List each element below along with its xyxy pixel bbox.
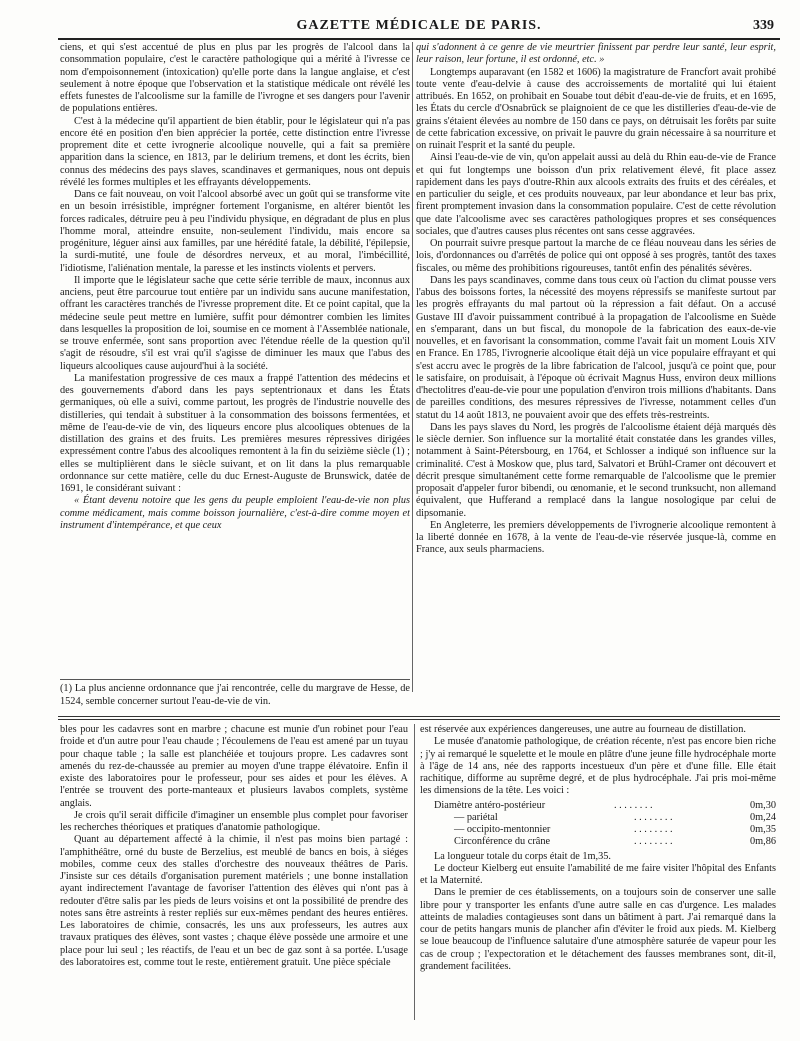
leader-dots: . . . . . . . . (614, 799, 653, 811)
paragraph: La manifestation progressive de ces maux a frappé l'attention des médecins et des gouvernements d'abord dans les pays septentrionaux et dans les États germaniques, où elle a suivi, comme partout, les progrès de l'industrie nouvelle des distilleries, qui tendait à substituer à la consommation des boissons fermentées, et même de l'eau-de-vie de vin, des liqueurs encore plus alcooliques obtenues de la distillation des grains et des fruits. Les premières mesures répressives dirigées expressément contre l'abus des alcooliques remontent à la fin du seizième siècle (1) ; elles se multiplièrent dans le siècle suivant, et on lit dans la plus remarquable ordonnance sur cette matière, celle du duc Ernest-Auguste de Brunswick, datée de 1691, le considérant suivant : (60, 372, 410, 494)
paragraph: Ainsi l'eau-de-vie de vin, qu'on appelait aussi au delà du Rhin eau-de-vie de France et qui fut longtemps une boisson d'un prix relativement élevé, fit place assez rapidement dans les pays d'outre-Rhin aux alcools extraits des fruits et des céréales, et en particulier du seigle, et ces produits nouveaux, par leur abondance et leur bas prix, firent promptement invasion dans la consommation populaire. C'est de cette révolution que date l'alcoolisme avec ses caractères pathologiques propres et ses conséquences sociales, que d'autres causes plus récentes ont sans cesse aggravées. (416, 152, 776, 237)
paragraph: Le musée d'anatomie pathologique, de création récente, n'est pas encore bien riche ; j'y ai remarqué le squelette et le moule en plâtre d'une jeune fille hydrocéphale morte à l'âge de 14 ans, née des rapports incestueux d'un père et d'une fille. Elle était rachitique, difforme au suprême degré, et de plus hydrocéphale. J'ai pris moi-même les dimensions de la tête. Les voici : (420, 736, 776, 797)
measurement-label: — occipito-mentonnier (454, 824, 551, 835)
measurements-table (434, 800, 776, 849)
journal-title: GAZETTE MÉDICALE DE PARIS. (296, 18, 542, 33)
footnote: (1) La plus ancienne ordonnance que j'ai rencontrée, celle du margrave de Hesse, de 1524, semble concerner surtout l'eau-de-vie de vin. (60, 683, 410, 707)
section-rule (58, 719, 780, 720)
leader-dots: . . . . . . . . (634, 824, 673, 835)
paragraph: est réservée aux expériences dangereuses, une autre au fourneau de distillation. (420, 724, 746, 735)
paragraph: bles pour les cadavres sont en marbre ; chacune est munie d'un robinet pour l'eau froide et d'un autre pour l'eau chaude ; l'écoulemens de l'eau est amené par un tuyau pour chaque table ; la salle est planchéiée et toujours propre. Les cadavres sont amenés du rez-de-chaussée au premier au moyen d'une trappe élévatoire. Enfin il existe des laboratoires pour le professeur, pour ses aides et pour les élèves. A l'entrée se trouvent des porte-manteaux et plusieurs lavabos complets, système anglais. (60, 724, 408, 809)
measurement-label: Diamètre antéro-postérieur (434, 799, 546, 811)
measurement-label: Circonférence du crâne (454, 836, 551, 848)
measurement-row (434, 812, 776, 824)
paragraph: Quant au département affecté à la chimie, il n'est pas moins bien partagé : l'amphithéâtre, orné du buste de Berzelius, est meublé de bancs en bois, à siéges mobiles, comme ceux des stalles d'orchestre des nouveaux théâtres de Paris. J'insiste sur ces détails d'organisation purement matériels ; une bonne installation ayant indirectement l'avantage de favoriser l'attention des élèves qui n'ont pas à redouter d'être salis par les pieds de leurs voisins et ont la possibilité de prendre des notes sans être astreints à rester repliés sur eux-mêmes pendant des heures entières. Les laboratoires de chimie, consacrés, les uns aux professeurs, les autres aux travaux pratiques des élèves, sont vastes ; chaque élève possède une armoire et une place pour lui seul ; les réactifs, de l'eau et un bec de gaz sont à sa portée. L'usage des laboratoires est, comme tout le reste, entièrement gratuit. Une pièce spéciale (60, 834, 408, 968)
paragraph: Longtemps auparavant (en 1582 et 1606) la magistrature de Francfort avait prohibé toute vente d'eau-delvie à cause des accroissements de mortalité qui lui étaient attribués. En 1652, on prohibait en Souabe tout débit d'eau-de-vie de fruits, et en 1695, les États du cercle d'Osnabrück se plaignoient de ce que les distilleries d'eau-de-vie de grains s'étaient élevées au nombre de 150 dans ce pays, on détruisait les forêts par suite de cette fabrication excessive, on privait le pauvre du grain nécessaire à sa nourriture et on ruinait l'esprit et la santé du peuple. (416, 66, 776, 151)
paragraph: La longueur totale du corps était de 1m,35. (434, 850, 611, 862)
paragraph: Il importe que le législateur sache que cette série terrible de maux, inconnus aux anciens, peut être parcourue tout entière par un individu sans aucune manifestation, offrant les caractères tranchés de l'ivresse proprement dite. Et ce point capital, que la médecine seule peut mettre en lumière, suffit pour démontrer combien les limites dans lesquelles la proposition de loi, soumise en ce moment à l'Assemblée nationale, se trouve enfermée, sont sans proportion avec l'étendue réelle de la question qu'il s'agit de résoudre, s'il est vrai qu'il s'agisse de diminuer les maux que l'abus des liqueurs alcooliques cause aujourd'hui à la société. (60, 274, 410, 372)
quotation: « Étant devenu notoire que les gens du peuple emploient l'eau-de-vie non plus comme médicament, mais comme boisson journalière, c'est-à-dire comme moyen et instrument d'intempérance, et que ceux (60, 495, 410, 531)
quotation-end: qui s'adonnent à ce genre de vie meurtrier finissent par perdre leur santé, leur esprit, leur raison, leur fortune, il est ordonné, etc. » (416, 42, 776, 66)
measurement-value: 0m,35 (749, 824, 776, 835)
measurement-value: 0m,86 (749, 836, 776, 848)
header-rule (58, 38, 780, 40)
column-3 (60, 724, 408, 1020)
paragraph: On pourrait suivre presque partout la marche de ce fléau nouveau dans les séries de lois, d'ordonnances ou d'arrêtés de police qui ont opposé à ses progrès, tantôt des taxes fiscales, ou même des prohibitions rigoureuses, tantôt enfin des pénalités sévères. (416, 238, 776, 274)
column-1 (60, 42, 410, 676)
leader-dots: . . . . . . . . (634, 836, 673, 848)
page-header (58, 14, 780, 34)
page-number: 339 (753, 18, 774, 33)
measurement-row (434, 824, 776, 836)
column-divider (412, 42, 413, 692)
column-4 (420, 724, 776, 1020)
paragraph: Dans ce fait nouveau, on voit l'alcool absorbé avec un goût qui se transforme vite en un besoin irrésistible, imprégner fortement l'organisme, en altérer bientôt les forces radicales, détruire peu à peu l'individu physique, en dégradant de plus en plus l'homme moral, atteindre ensuite, non-seulement l'individu, mais encore sa progéniture, léguer ainsi aux familles, par une hérédité fatale, la débilité, l'épilepsie, la surdi-mutité, une foule de désordres nerveux, et au moral, l'imbécillité, l'idiotisme, l'aliénation mentale, la paresse et les instincts violents et pervers. (60, 189, 410, 274)
leader-dots: . . . . . . . . (634, 811, 673, 823)
measurement-label: — pariétal (454, 811, 498, 823)
measurement-row (434, 800, 776, 812)
column-2 (416, 42, 776, 676)
measurement-row (434, 836, 776, 848)
paragraph: Dans le premier de ces établissements, on a toujours soin de conserver une salle libre pour y transporter les enfants d'une autre salle en cas d'urgence. Les malades atteints de maladies contagieuses sont dans un bâtiment à part. J'ai remarqué dans la cour de petits hangars munis de plancher afin d'éviter le froid aux pieds. M. Kielberg se loue beaucoup de l'influence salutaire d'une atmosphère saturée de vapeur pour les cas de croup ; l'expectoration et le détachement des fausses membranes sont, dit-il, grandement facilitées. (420, 887, 776, 972)
paragraph: C'est à la médecine qu'il appartient de bien établir, pour le législateur qui n'a pas encore été en position d'en bien apprécier la portée, cette distinction entre l'ivresse proprement dite et cette ivrognerie alcoolique nouvelle, qui a fait sa première apparition dans la science, en 1813, par le delirium tremens, et dont les écrits, bien connus des médecins des pays slaves, scandinaves et germaniques, nous ont depuis révélé les formes multiples et les effrayants développements. (60, 115, 410, 188)
paragraph: Dans les pays slaves du Nord, les progrès de l'alcoolisme étaient déjà marqués dès le siècle dernier. Son influence sur la mortalité était constatée dans les grandes villes, notamment à Saint-Pétersbourg, en 1764, et Schlosser a indiqué son influence sur la criminalité. C'est à Moskow que, plus tard, Salvatori et Brühl-Cramer ont découvert et décrit presque simultanément cette forme remarquable de l'alcoolisme que le premier proposait d'appeler furor bibendi, ou œnomanie, et le second trunksucht, non allemand équivalent, que Hufferand a remplacé dans la langue nosologique par celui de dipsomanie. (416, 421, 776, 519)
section-rule (58, 716, 780, 717)
paragraph: Le docteur Kielberg eut ensuite l'amabilité de me faire visiter l'hôpital des Enfants et la Maternité. (420, 862, 776, 886)
measurement-value: 0m,24 (749, 811, 776, 823)
footnote-rule (60, 679, 410, 680)
measurement-value: 0m,30 (749, 799, 776, 811)
column-divider (414, 724, 415, 1020)
paragraph: Je crois qu'il serait difficile d'imaginer un ensemble plus complet pour favoriser les recherches théoriques et pratiques d'anatomie pathologique. (60, 809, 408, 833)
paragraph: ciens, et qui s'est accentué de plus en plus par les progrès de l'alcool dans la consommation populaire, c'est le caractère pathologique qui a mérité à l'ivresse ce nom d'empoisonnement (intoxication) qu'elle porte dans la langue anglaise, et c'est seulement à notre époque que l'observation et la statistique médicale ont révélé les effets funestes de l'alcoolisme sur la famille de l'ivrogne et ses dangers pour l'avenir de populations entières. (60, 42, 410, 115)
paragraph: Dans les pays scandinaves, comme dans tous ceux où l'action du climat pousse vers l'abus des boissons fortes, la nécessité des moyens répressifs se manifeste surtout par les progrès effrayants du mal partout où la répression a fait défaut. On a accusé Gustave III d'avoir puissamment contribué à la propagation de l'alcoolisme en Suède en s'emparant, dans un but fiscal, du monopole de la fabrication des eaux-de-vie nouvelles, et en favorisant la consommation, comme l'avait fait un moment Louis XIV en France. En 1785, l'ivrognerie alcoolique était déjà un vice populaire effrayant et qui s'est accru avec le progrès de la libre fabrication de l'alcool, jusqu'à ce point que, pour le satisfaire, on produisait, à l'époque où écrivait Magnus Huss, environ deux millions d'hectolitres d'eau-de-vie pour une population d'environ trois millions d'habitants. Dans de pareilles conditions, des mesures répressives de l'ivresse, notamment celles d'un statut du 14 août 1813, ne pouvaient avoir que des effets très-restreints. (416, 274, 776, 421)
paragraph: En Angleterre, les premiers développements de l'ivrognerie alcoolique remontent à la liberté donnée en 1678, à la vente de l'eau-de-vie réservée jusque-là, comme en France, aux seuls pharmaciens. (416, 519, 776, 556)
